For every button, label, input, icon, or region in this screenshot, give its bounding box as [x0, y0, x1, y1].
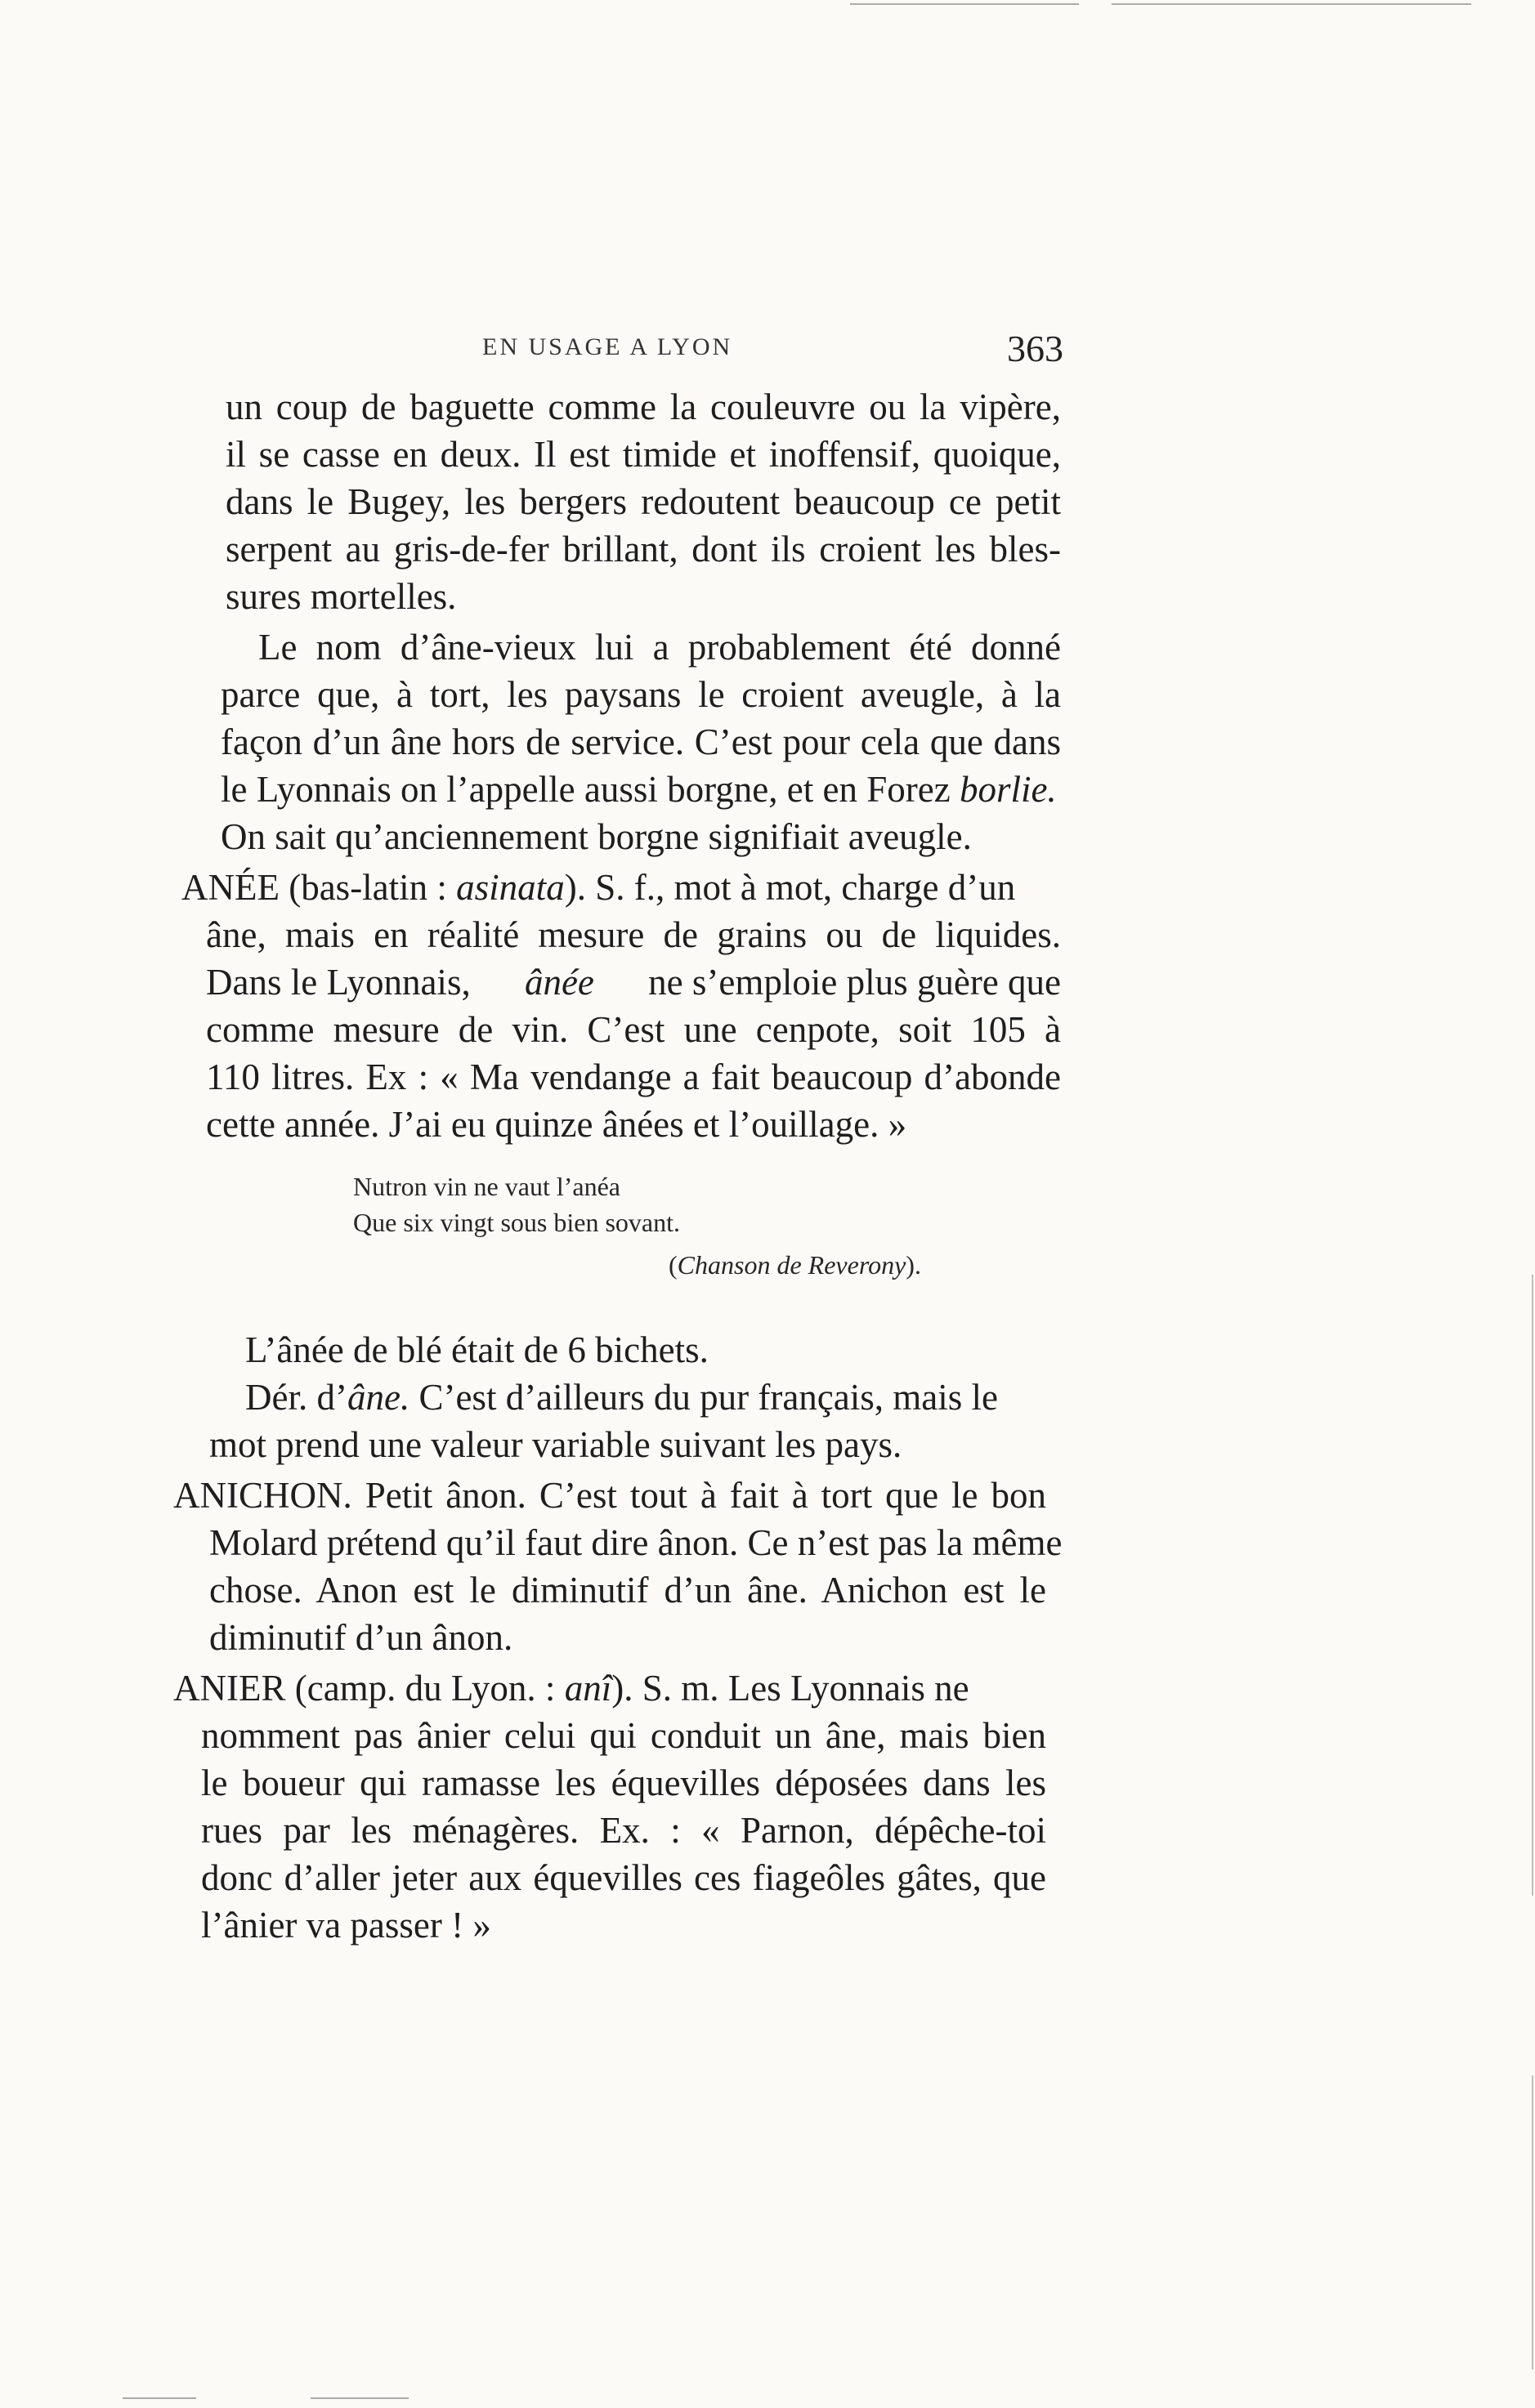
italic-term: ânée — [524, 962, 594, 1003]
text-line: il se casse en deux. Il est timide et inoffensif, quoique, — [226, 434, 1061, 475]
text-line: 110 litres. Ex : « Ma vendange a fait beaucoup d’abonde — [206, 1057, 1061, 1097]
text-line: Molard prétend qu’il faut dire ânon. Ce n’est pas la même — [209, 1522, 1063, 1563]
text-run: Dér. d’ — [245, 1377, 347, 1418]
text-run: le Lyonnais on l’appelle aussi borgne, et en Forez — [221, 769, 951, 810]
text-line: serpent au gris-de-fer brillant, dont ils croient les bles- — [226, 529, 1061, 570]
text-line: âne, mais en réalité mesure de grains ou de liquides. — [206, 914, 1061, 955]
scan-edge-mark — [123, 2397, 196, 2399]
entry-headline-anier — [173, 1665, 1046, 1711]
text-run: ). S. m. Les Lyonnais ne — [611, 1668, 969, 1709]
text-line — [206, 959, 1061, 1005]
text-run: ANIER (camp. du Lyon. : — [173, 1668, 556, 1709]
italic-term: asinata — [456, 867, 565, 908]
text-line: un coup de baguette comme la couleuvre ou la vipère, — [226, 386, 1061, 427]
scan-edge-mark — [1532, 1275, 1533, 1896]
verse-line: Nutron vin ne vaut l’anéa — [353, 1172, 620, 1201]
italic-term: borlie. — [959, 769, 1057, 810]
verse-source — [669, 1249, 921, 1281]
text-line: On sait qu’anciennement borgne signifiait aveugle. — [221, 816, 972, 857]
text-line: parce que, à tort, les paysans le croient aveugle, à la — [221, 674, 1061, 715]
text-line: rues par les ménagères. Ex. : « Parnon, dépêche-toi — [201, 1810, 1046, 1851]
entry-headline-anee — [181, 864, 1061, 910]
text-run: ANÉE (bas-latin : — [181, 867, 447, 908]
scan-edge-mark — [1532, 2075, 1533, 2370]
text-line — [245, 1374, 1049, 1420]
text-run: C’est d’ailleurs du pur français, mais le — [409, 1377, 998, 1418]
text-run: ). — [906, 1250, 921, 1280]
text-line: dans le Bugey, les bergers redoutent beaucoup ce petit — [226, 481, 1061, 522]
text-run — [245, 1374, 998, 1420]
text-line: façon d’un âne hors de service. C’est pour cela que dans — [221, 722, 1061, 762]
entry-headline-anichon: ANICHON. Petit ânon. C’est tout à fait à tort que le bon — [173, 1475, 1046, 1516]
text-run: Dans le Lyonnais, — [206, 962, 471, 1003]
text-line: Le nom d’âne-vieux lui a probablement été donné — [258, 627, 1061, 668]
running-title: EN USAGE A LYON — [482, 333, 733, 360]
text-line: donc d’aller jeter aux équevilles ces fiageôles gâtes, que — [201, 1857, 1046, 1898]
text-run: ). S. f., mot à mot, charge d’un — [564, 867, 1016, 908]
text-run — [173, 1665, 969, 1711]
text-run: ne s’emploie plus guère que — [648, 962, 1061, 1003]
text-run: ( — [669, 1250, 678, 1280]
scan-edge-mark — [311, 2397, 409, 2399]
text-line: le boueur qui ramasse les équevilles déposées dans les — [201, 1762, 1046, 1803]
text-line: nomment pas ânier celui qui conduit un âne, mais bien — [201, 1715, 1046, 1756]
scan-edge-mark — [1112, 3, 1471, 5]
text-line: mot prend une valeur variable suivant les pays. — [209, 1424, 902, 1465]
scan-edge-mark — [850, 3, 1079, 5]
text-line: chose. Anon est le diminutif d’un âne. Anichon est le — [209, 1570, 1046, 1611]
text-line: diminutif d’un ânon. — [209, 1617, 513, 1658]
italic-term: Chanson de Reverony — [677, 1250, 906, 1280]
text-line: L’ânée de blé était de 6 bichets. — [245, 1329, 709, 1370]
verse-line: Que six vingt sous bien sovant. — [353, 1208, 680, 1237]
text-line: comme mesure de vin. C’est une cenpote, soit 105 à — [206, 1009, 1061, 1050]
text-line: sures mortelles. — [226, 576, 457, 617]
italic-term: anî — [564, 1668, 612, 1709]
text-run — [181, 864, 1015, 910]
italic-term: âne. — [347, 1377, 410, 1418]
text-line: l’ânier va passer ! » — [201, 1905, 491, 1946]
text-line: cette année. J’ai eu quinze ânées et l’ouillage. » — [206, 1104, 907, 1145]
text-line — [221, 766, 1057, 812]
page-number: 363 — [1007, 328, 1063, 369]
